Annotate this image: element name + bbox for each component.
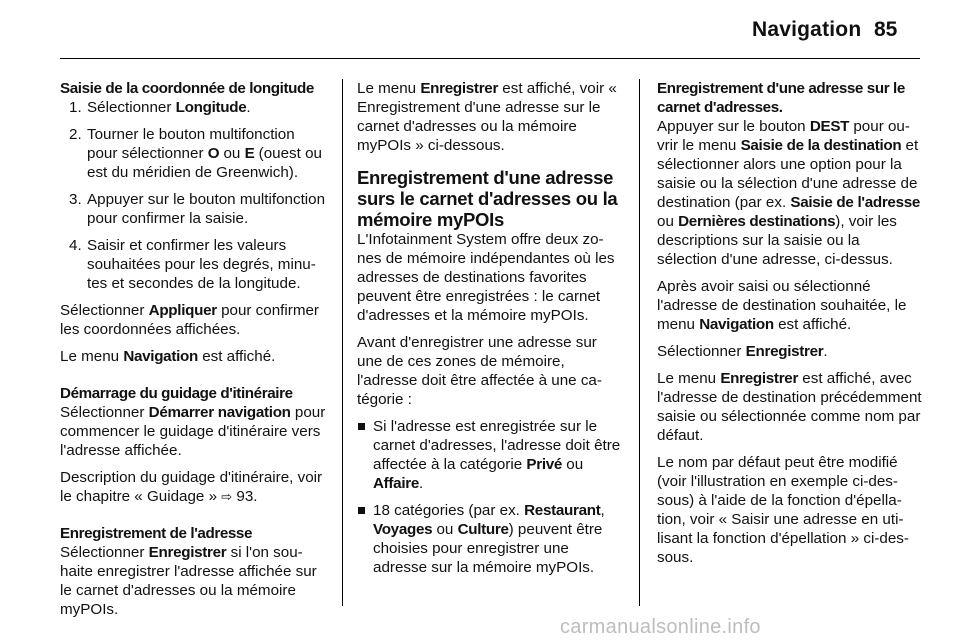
paragraph: Description du guidage d'itinéraire, voir le chapitre « Guidage » ⇨ 93. xyxy=(60,469,323,505)
list-item xyxy=(357,501,623,577)
bold-term: Démarrer navigation xyxy=(148,404,291,421)
step-item xyxy=(60,98,328,117)
bold-term: Enregistrer xyxy=(148,544,227,561)
paragraph: Appuyer sur le bouton DEST pour ouvrir le menu Saisie de la destination et sélectionner alors une option pour la saisie ou la sélection d'une adresse de destination (par ex. Saisie de l'adresse ou Dernières destinations), voir les descriptions sur la saisie ou la sélection d'une adresse, ci-dessus. xyxy=(657,118,921,268)
bold-term: Restaurant xyxy=(524,502,601,519)
page-reference-arrow-icon: ⇨ xyxy=(221,489,233,504)
paragraph: Sélectionner Démarrer navigation pour commencer le guidage d'itinéraire vers l'adresse affichée. xyxy=(60,404,326,459)
page-number: 85 xyxy=(874,18,898,41)
paragraph: Sélectionner Appliquer pour confirmer les coordonnées affichées. xyxy=(60,302,319,338)
section-heading-save-address: Enregistrement de l'adresse xyxy=(60,525,253,542)
bold-term: Appliquer xyxy=(148,302,217,319)
page-header xyxy=(0,0,960,60)
bold-term: Saisie de la destination xyxy=(740,137,902,154)
bold-term: Culture xyxy=(457,521,509,538)
bold-term: DEST xyxy=(809,118,850,135)
paragraph: Sélectionner Enregistrer. xyxy=(657,343,828,360)
step-item xyxy=(60,190,328,228)
section-heading-address-book: Enregistrement d'une adresse sur le carnet d'adresses. xyxy=(657,80,905,116)
bold-term: Privé xyxy=(526,456,563,473)
step-text: Appuyer sur le bouton multifonction pour confirmer la saisie. xyxy=(87,191,326,227)
paragraph: L'Infotainment System offre deux zones de mémoire indépendantes où les adresses de destinations favorites peuvent être enregistrées : le carnet d'adresses et la mémoire myPOIs. xyxy=(357,231,615,324)
paragraph: Sélectionner Enregistrer si l'on souhaite enregistrer l'adresse affichée sur le carnet d'adresses ou la mémoire myPOIs. xyxy=(60,544,317,618)
bold-term: Enregistrer xyxy=(420,80,499,97)
bold-term: O xyxy=(207,145,220,162)
column-1 xyxy=(60,79,328,627)
bold-term: Navigation xyxy=(699,316,774,333)
header-divider xyxy=(60,58,920,59)
column-3 xyxy=(657,79,923,575)
paragraph: Le menu Enregistrer est affiché, voir « Enregistrement d'une adresse sur le carnet d'adresses ou la mémoire myPOIs » ci-dessous. xyxy=(357,80,617,154)
bold-term: Saisie de l'adresse xyxy=(790,194,921,211)
section-heading-guidance: Démarrage du guidage d'itinéraire xyxy=(60,385,293,402)
paragraph: Le nom par défaut peut être modifié (voir l'illustration en exemple ci-dessous) à l'aide de la fonction d'épellation, voir « Saisir une adresse en utilisant la fonction d'épellation » ci-dessous. xyxy=(657,454,909,566)
step-number: 4. xyxy=(69,237,82,254)
bold-term: Enregistrer xyxy=(720,370,799,387)
section-heading-longitude: Saisie de la coordonnée de longitude xyxy=(60,80,314,97)
list-item xyxy=(357,417,623,493)
step-number: 1. xyxy=(69,99,82,116)
page-title: Navigation xyxy=(752,18,862,41)
category-bullets xyxy=(357,417,623,577)
step-text: Sélectionner Longitude. xyxy=(87,99,251,116)
bold-term: Voyages xyxy=(373,521,433,538)
step-number: 2. xyxy=(69,126,82,143)
bold-term: E xyxy=(244,145,255,162)
bullet-text: 18 catégories (par ex. Restaurant, Voyages ou Culture) peuvent être choisies pour enregistrer une adresse sur la mémoire myPOIs. xyxy=(373,502,605,576)
step-item xyxy=(60,236,328,293)
column-2 xyxy=(357,79,623,585)
square-bullet-icon xyxy=(358,423,365,430)
bullet-text: Si l'adresse est enregistrée sur le carnet d'adresses, l'adresse doit être affectée à la catégorie Privé ou Affaire. xyxy=(373,418,621,492)
step-number: 3. xyxy=(69,191,82,208)
square-bullet-icon xyxy=(358,507,365,514)
step-text: Saisir et confirmer les valeurs souhaitées pour les degrés, minutes et secondes de la longitude. xyxy=(87,237,316,292)
bold-term: Longitude xyxy=(175,99,247,116)
bold-term: Dernières destinations xyxy=(678,213,836,230)
paragraph: Le menu Enregistrer est affiché, avec l'adresse de destination précédemment saisie ou sélectionnée comme nom par défaut. xyxy=(657,370,922,444)
column-divider-2 xyxy=(639,79,640,606)
step-text: Tourner le bouton multifonction pour sélectionner O ou E (ouest ou est du méridien de Greenwich). xyxy=(87,126,322,181)
step-item xyxy=(60,125,328,182)
bold-term: Enregistrer xyxy=(745,343,824,360)
watermark: carmanualsonline.info xyxy=(560,616,761,638)
longitude-steps xyxy=(60,98,328,293)
paragraph: Après avoir saisi ou sélectionné l'adresse de destination souhaitée, le menu Navigation est affiché. xyxy=(657,278,907,333)
section-heading-mypois: Enregistrement d'une adresse surs le carnet d'adresses ou la mémoire myPOIs xyxy=(357,167,618,230)
column-divider-1 xyxy=(342,79,343,606)
bold-term: Affaire xyxy=(373,475,420,492)
bold-term: Navigation xyxy=(123,348,198,365)
paragraph: Avant d'enregistrer une adresse sur une de ces zones de mémoire, l'adresse doit être affectée à une catégorie : xyxy=(357,334,602,408)
paragraph: Le menu Navigation est affiché. xyxy=(60,348,276,365)
